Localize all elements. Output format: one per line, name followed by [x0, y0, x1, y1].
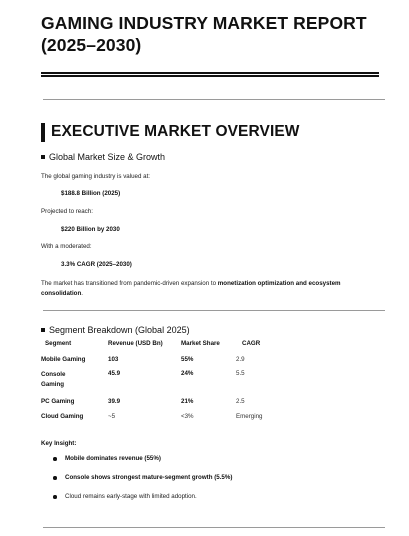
title-underline-second [41, 75, 379, 77]
cell-revenue: ~5 [108, 413, 116, 420]
table-row [41, 370, 296, 398]
summary-bold: monetization optimization and ecosystem consolidation [41, 280, 341, 297]
insight-text: Console shows strongest mature-segment growth (5.5%) [65, 474, 233, 481]
report-title: GAMING INDUSTRY MARKET REPORT (2025–2030) [41, 13, 367, 55]
list-item [41, 455, 232, 474]
market-size-heading [41, 152, 165, 162]
summary-suffix: . [81, 290, 83, 297]
cell-revenue: 103 [108, 356, 119, 363]
cell-cagr: 2.5 [236, 398, 245, 405]
market-value-2025: $188.8 Billion (2025) [61, 190, 121, 197]
cell-segment: Console Gaming [41, 371, 66, 388]
table-row [41, 398, 296, 413]
cell-revenue: 39.9 [108, 398, 121, 405]
segments-heading [41, 325, 190, 335]
table-header-row [41, 340, 296, 356]
col-header-segment: Segment [45, 340, 72, 347]
cell-share: 24% [181, 370, 194, 377]
square-bullet-icon [41, 155, 45, 159]
segments-heading-text: Segment Breakdown (Global 2025) [49, 325, 190, 335]
cell-segment: Mobile Gaming [41, 356, 86, 363]
cell-segment: PC Gaming [41, 398, 75, 405]
title-underline [41, 72, 379, 74]
cell-cagr: Emerging [236, 413, 263, 420]
cell-revenue: 45.9 [108, 370, 121, 377]
market-size-heading-text: Global Market Size & Growth [49, 152, 166, 162]
table-row [41, 356, 296, 370]
col-header-cagr: CAGR [242, 340, 261, 347]
market-value-2030: $220 Billion by 2030 [61, 226, 120, 233]
divider-bottom [43, 527, 385, 528]
bullet-icon [53, 457, 57, 461]
table-row [41, 413, 296, 427]
cagr-value: 3.3% CAGR (2025–2030) [61, 261, 132, 268]
cell-segment: Cloud Gaming [41, 413, 84, 420]
key-insight-label: Key Insight: [41, 440, 77, 447]
divider-top [43, 99, 385, 100]
heading-bar-icon [41, 123, 45, 142]
cell-cagr: 2.9 [236, 356, 245, 363]
section-heading [41, 122, 300, 142]
cell-share: 21% [181, 398, 194, 405]
market-intro-text: The global gaming industry is valued at: [41, 173, 151, 180]
insight-text: Cloud remains early-stage with limited adoption. [65, 493, 197, 500]
list-item [41, 493, 232, 512]
col-header-share: Market Share [181, 340, 220, 347]
list-item [41, 474, 232, 493]
section-heading-text: EXECUTIVE MARKET OVERVIEW [51, 123, 300, 140]
col-header-revenue: Revenue (USD Bn) [108, 340, 163, 347]
summary-prefix: The market has transitioned from pandemic-driven expansion to [41, 280, 218, 287]
insight-text: Mobile dominates revenue (55%) [65, 455, 161, 462]
square-bullet-icon [41, 328, 45, 332]
cagr-label: With a moderated: [41, 243, 92, 250]
cell-share: 55% [181, 356, 194, 363]
segment-table [41, 340, 296, 427]
market-summary [41, 279, 371, 299]
cell-cagr: 5.5 [236, 370, 245, 377]
cell-share: <3% [181, 413, 194, 420]
bullet-icon [53, 495, 57, 499]
insight-list [41, 455, 232, 512]
bullet-icon [53, 476, 57, 480]
divider-middle [43, 310, 385, 311]
projected-label: Projected to reach: [41, 208, 93, 215]
